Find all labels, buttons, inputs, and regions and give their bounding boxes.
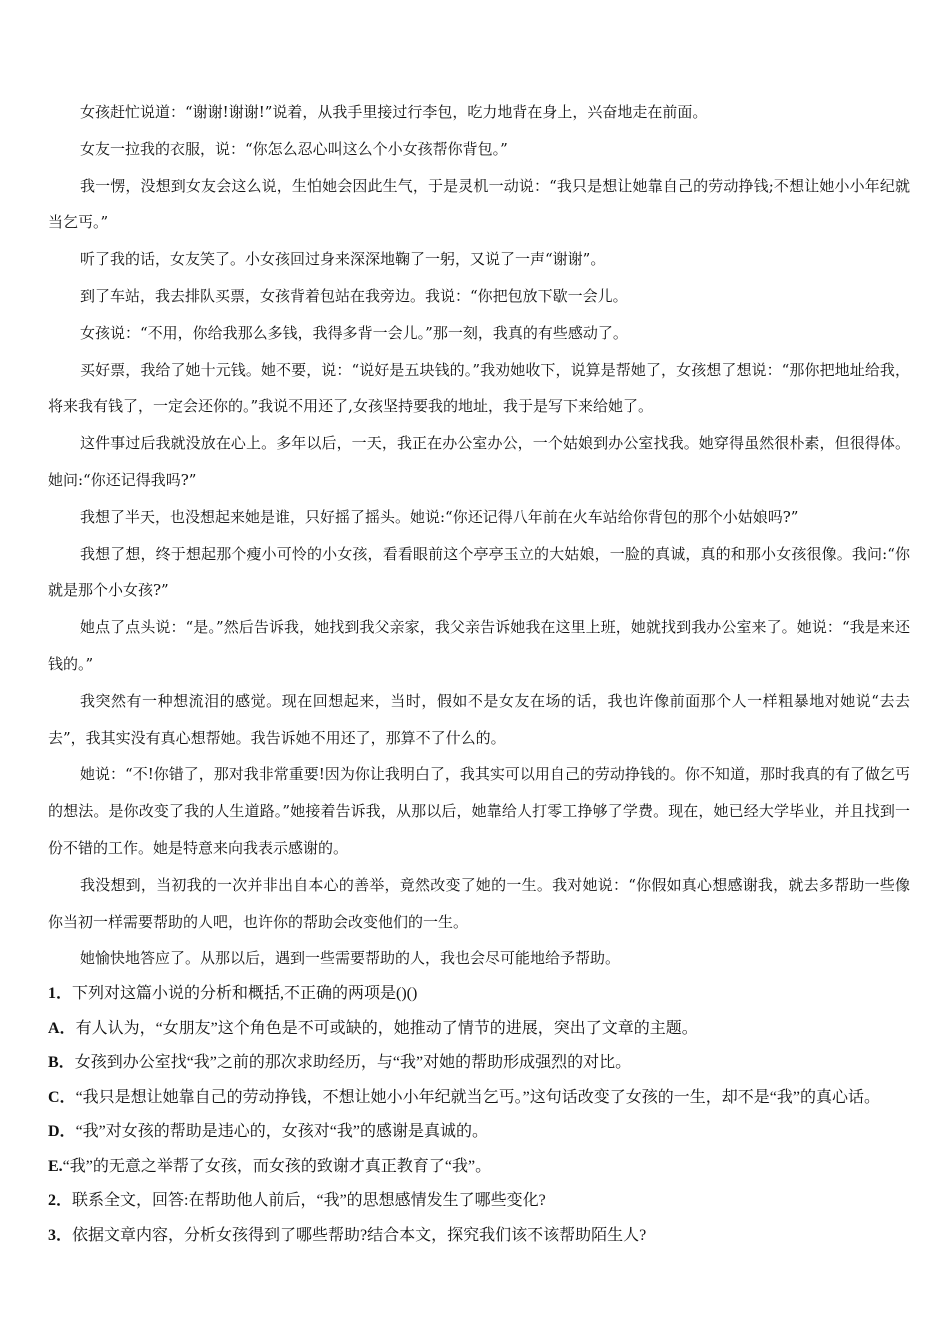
option-text: 有人认为，“女朋友”这个角色是不可或缺的，她推动了情节的进展，突出了文章的主题。 [75,1019,698,1037]
option-item [48,1046,910,1081]
question-text: 联系全文，回答:在帮助他人前后，“我”的思想感情发生了哪些变化? [72,1192,546,1210]
option-letter: C． [48,1088,76,1106]
story-paragraph: 女友一拉我的衣服，说：“你怎么忍心叫这么个小女孩帮你背包。” [80,139,508,158]
story-paragraph: 听了我的话，女友笑了。小女孩回过身来深深地鞠了一躬，又说了一声“谢谢”。 [80,250,606,269]
question-item [48,977,910,1012]
document-page [48,94,910,1253]
option-text: “我只是想让她靠自己的劳动挣钱，不想让她小小年纪就当乞丐。”这句话改变了女孩的一生，却不是“我”的真心话。 [75,1088,880,1106]
story-body [48,94,910,977]
question-number: 1． [48,985,73,1003]
story-paragraph: 女孩说：“不用，你给我那么多钱，我得多背一会儿。”那一刻，我真的有些感动了。 [80,323,628,342]
question-number: 3． [48,1226,73,1244]
story-paragraph: 她点了点头说：“是。”然后告诉我，她找到我父亲家，我父亲告诉她我在这里上班，她就找到我办公室来了。她说：“我是来还钱的。” [48,618,910,673]
option-item [48,1081,910,1116]
story-paragraph: 到了车站，我去排队买票，女孩背着包站在我旁边。我说：“你把包放下歇一会儿。 [80,286,628,305]
option-letter: E. [48,1157,63,1175]
question-number: 2． [48,1192,73,1210]
story-paragraph: 我突然有一种想流泪的感觉。现在回想起来，当时，假如不是女友在场的话，我也许像前面那个人一样粗暴地对她说“去去去”，我其实没有真心想帮她。我告诉她不用还了，那算不了什么的。 [48,691,910,747]
question-item [48,1219,910,1254]
option-letter: A． [48,1019,76,1037]
question-item [48,1184,910,1219]
story-paragraph: 我没想到，当初我的一次并非出自本心的善举，竟然改变了她的一生。我对她说：“你假如真心想感谢我，就去多帮助一些像你当初一样需要帮助的人吧，也许你的帮助会改变他们的一生。 [48,875,910,931]
story-paragraph: 她说：“不!你错了，那对我非常重要!因为你让我明白了，我其实可以用自己的劳动挣钱的。你不知道，那时我真的有了做乞丐的想法。是你改变了我的人生道路。”她接着告诉我，从那以后，她靠给人打零工挣够了学费。现在，她已经大学毕业，并且找到一份不错的工作。她是特意来向我表示感谢的。 [48,765,910,857]
story-paragraph: 女孩赶忙说道：“谢谢!谢谢!”说着，从我手里接过行李包，吃力地背在身上，兴奋地走在前面。 [80,103,708,121]
story-paragraph: 这件事过后我就没放在心上。多年以后，一天，我正在办公室办公，一个姑娘到办公室找我。她穿得虽然很朴素，但很得体。她问:“你还记得我吗?” [48,434,910,489]
option-text: “我”的无意之举帮了女孩，而女孩的致谢才真正教育了“我”。 [62,1157,492,1175]
story-paragraph: 我想了想，终于想起那个瘦小可怜的小女孩，看看眼前这个亭亭玉立的大姑娘，一脸的真诚，真的和那小女孩很像。我问:“你就是那个小女孩?” [48,544,910,600]
option-text: “我”对女孩的帮助是违心的，女孩对“我”的感谢是真诚的。 [75,1123,488,1141]
option-item [48,1115,910,1150]
option-letter: D． [48,1123,76,1141]
option-letter: B． [48,1054,75,1072]
question-text: 依据文章内容，分析女孩得到了哪些帮助?结合本文，探究我们该不该帮助陌生人? [72,1226,647,1244]
option-item [48,1150,910,1185]
question-list [48,977,910,1253]
option-item [48,1012,910,1047]
story-paragraph: 我一愣，没想到女友会这么说，生怕她会因此生气，于是灵机一动说：“我只是想让她靠自己的劳动挣钱;不想让她小小年纪就当乞丐。” [48,176,910,232]
story-paragraph: 买好票，我给了她十元钱。她不要，说：“说好是五块钱的。”我劝她收下，说算是帮她了，女孩想了想说：“那你把地址给我，将来我有钱了，一定会还你的。”我说不用还了,女孩坚持要我的地址，我于是写下来给她了。 [48,360,910,416]
story-paragraph: 她愉快地答应了。从那以后，遇到一些需要帮助的人，我也会尽可能地给予帮助。 [80,949,621,968]
option-text: 女孩到办公室找“我”之前的那次求助经历，与“我”对她的帮助形成强烈的对比。 [74,1054,632,1072]
story-paragraph: 我想了半天，也没想起来她是谁，只好摇了摇头。她说:“你还记得八年前在火车站给你背包的那个小姑娘吗?” [80,507,799,526]
question-text: 下列对这篇小说的分析和概括,不正确的两项是()() [72,985,418,1003]
